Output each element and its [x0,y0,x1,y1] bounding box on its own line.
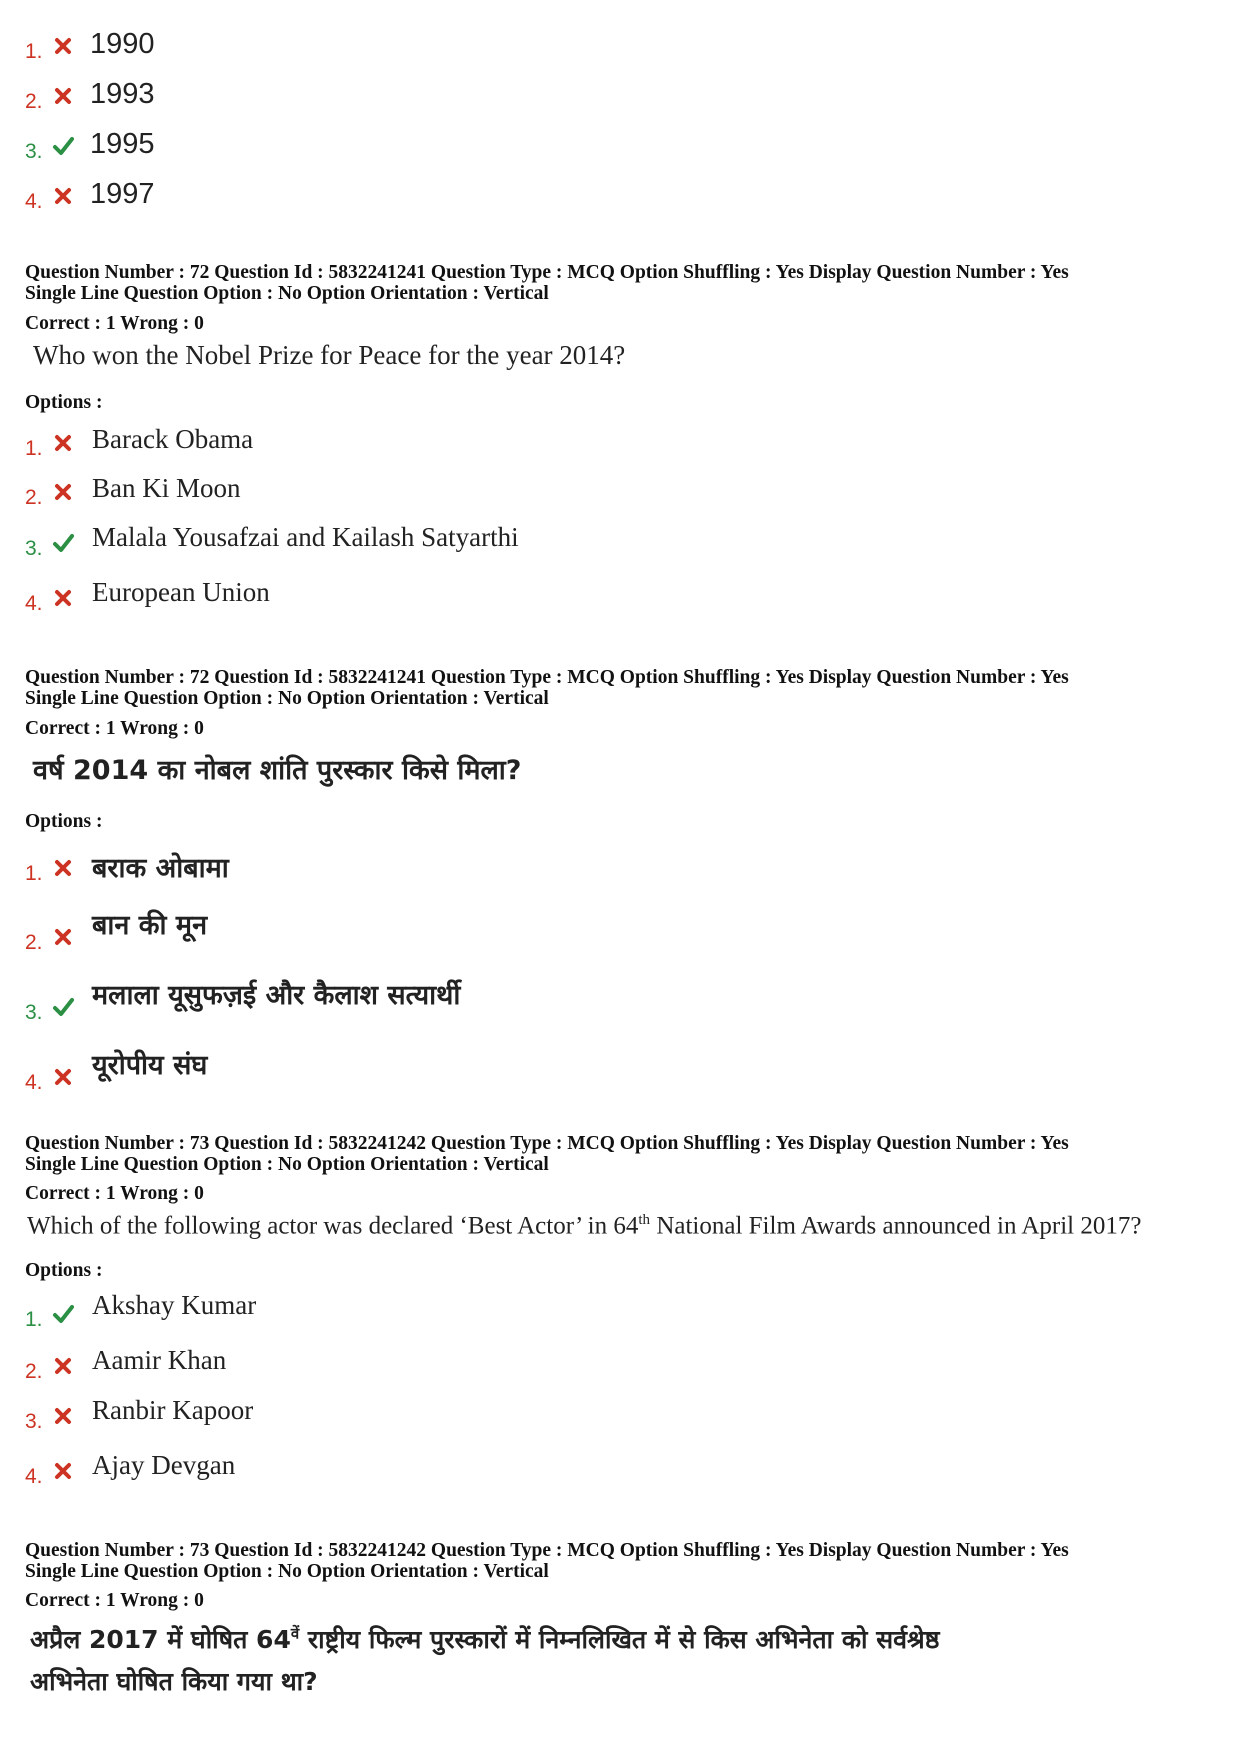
options-label: Options : [25,392,103,413]
option-text: Aamir Khan [92,1345,227,1375]
option-number: 4. [25,190,43,213]
question-meta [25,1540,1069,1582]
options-label: Options : [25,1260,103,1281]
option-number: 2. [25,90,43,113]
cross-icon [52,857,74,879]
question-meta [25,1133,1069,1175]
option-number: 3. [25,537,43,560]
cross-icon [52,1066,74,1088]
question-text: अभिनेता घोषित किया गया था? [30,1667,318,1696]
meta-line: Single Line Question Option : No Option Orientation : Vertical [25,283,549,304]
option-number: 3. [25,1001,43,1024]
question-text-part: Which of the following actor was declared ‘Best Actor’ in 64 [27,1212,639,1240]
question-text [27,1212,1141,1240]
option-number: 3. [25,1410,43,1433]
cross-icon [52,587,74,609]
option-text: बराक ओबामा [92,853,229,884]
cross-icon [52,185,74,207]
cross-icon [52,926,74,948]
check-icon [52,135,74,157]
check-icon [52,532,74,554]
correct-wrong: Correct : 1 Wrong : 0 [25,313,204,334]
question-text-part: राष्ट्रीय फिल्म पुरस्कारों में निम्नलिखित में से किस अभिनेता को सर्वश्रेष्ठ [299,1625,940,1654]
meta-line: Question Number : 73 Question Id : 5832241242 Question Type : MCQ Option Shuffling : Yes Display Question Number : Yes [25,1540,1069,1561]
option-number: 4. [25,1071,43,1094]
option-number: 3. [25,140,43,163]
question-text-part: अप्रैल 2017 में घोषित 64 [30,1625,291,1654]
check-icon [52,996,74,1018]
cross-icon [52,481,74,503]
cross-icon [52,1405,74,1427]
meta-line: Single Line Question Option : No Option Orientation : Vertical [25,1561,549,1582]
options-label: Options : [25,811,103,832]
option-text: 1997 [90,178,155,210]
cross-icon [52,1355,74,1377]
meta-line: Question Number : 72 Question Id : 5832241241 Question Type : MCQ Option Shuffling : Yes Display Question Number : Yes [25,667,1069,688]
cross-icon [52,432,74,454]
option-text: बान की मून [92,910,208,941]
option-number: 1. [25,437,43,460]
option-number: 1. [25,1308,43,1331]
ordinal-suffix: th [638,1212,651,1228]
option-text: Ranbir Kapoor [92,1395,254,1425]
question-text-part: National Film Awards announced in April 2017? [650,1212,1142,1240]
option-number: 2. [25,486,43,509]
meta-line: Single Line Question Option : No Option Orientation : Vertical [25,1154,549,1175]
meta-line: Question Number : 73 Question Id : 5832241242 Question Type : MCQ Option Shuffling : Yes Display Question Number : Yes [25,1133,1069,1154]
option-text: Ban Ki Moon [92,473,241,503]
question-meta [25,667,1069,709]
option-number: 4. [25,592,43,615]
option-number: 2. [25,931,43,954]
option-text: Akshay Kumar [92,1290,257,1320]
meta-line: Question Number : 72 Question Id : 5832241241 Question Type : MCQ Option Shuffling : Yes Display Question Number : Yes [25,262,1069,283]
question-meta [25,262,1069,304]
option-text: Barack Obama [92,424,254,454]
correct-wrong: Correct : 1 Wrong : 0 [25,718,204,739]
question-text [30,1622,939,1656]
cross-icon [52,85,74,107]
option-number: 4. [25,1465,43,1488]
option-number: 1. [25,862,43,885]
cross-icon [52,1460,74,1482]
option-text: मलाला यूसुफज़ई और कैलाश सत्यार्थी [92,980,461,1011]
meta-line: Single Line Question Option : No Option Orientation : Vertical [25,688,549,709]
option-text: 1993 [90,78,155,110]
cross-icon [52,35,74,57]
question-text: वर्ष 2014 का नोबल शांति पुरस्कार किसे मिला? [33,755,522,786]
check-icon [52,1303,74,1325]
option-text: European Union [92,577,270,607]
correct-wrong: Correct : 1 Wrong : 0 [25,1590,204,1611]
question-text: Who won the Nobel Prize for Peace for the year 2014? [33,340,626,370]
option-text: Ajay Devgan [92,1450,236,1480]
option-text: Malala Yousafzai and Kailash Satyarthi [92,522,519,552]
correct-wrong: Correct : 1 Wrong : 0 [25,1183,204,1204]
option-text: 1995 [90,128,155,160]
option-text: 1990 [90,28,155,60]
option-number: 2. [25,1360,43,1383]
option-number: 1. [25,40,43,63]
ordinal-suffix: वें [290,1624,300,1643]
option-text: यूरोपीय संघ [92,1050,208,1081]
